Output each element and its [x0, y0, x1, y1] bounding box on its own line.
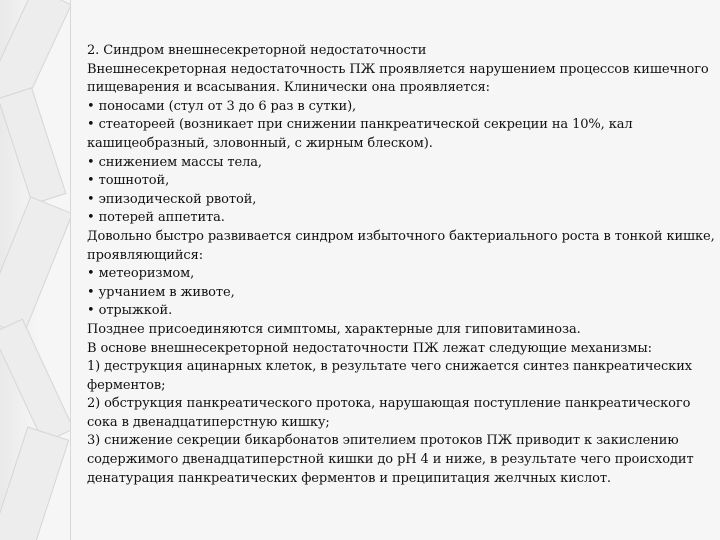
bullet-line: • потерей аппетита. — [87, 210, 225, 226]
decorative-border — [0, 0, 70, 540]
numbered-line: 1) деструкция ацинарных клеток, в результате чего снижается синтез панкреатических — [87, 359, 692, 375]
text-line: проявляющийся: — [87, 247, 203, 263]
bullet-line: • стеатореей (возникает при снижении панкреатической секреции на 10%, кал — [87, 117, 633, 133]
text-line: 2. Синдром внешнесекреторной недостаточности — [87, 43, 427, 58]
text-line: Довольно быстро развивается синдром избыточного бактериального роста в тонкой кишке, — [87, 228, 715, 244]
bullet-line: • метеоризмом, — [87, 266, 195, 282]
text-line: содержимого двенадцатиперстной кишки до pH 4 и ниже, в результате чего происходит — [87, 452, 694, 468]
numbered-line: 2) обструкция панкреатического протока, нарушающая поступление панкреатического — [87, 396, 691, 412]
text-line: В основе внешнесекреторной недостаточности ПЖ лежат следующие механизмы: — [87, 340, 652, 356]
bullet-line: • поносами (стул от 3 до 6 раз в сутки), — [87, 98, 357, 114]
text-line: кашицеобразный, зловонный, с жирным блеском). — [87, 135, 433, 151]
bullet-line: • урчанием в животе, — [87, 284, 235, 300]
text-line: пищеварения и всасывания. Клинически она проявляется: — [87, 80, 490, 96]
bullet-line: • эпизодической рвотой, — [87, 191, 257, 207]
slide-text-block — [87, 42, 717, 488]
numbered-line: 3) снижение секреции бикарбонатов эпителием протоков ПЖ приводит к закислению — [87, 433, 679, 449]
text-line: ферментов; — [87, 377, 166, 393]
text-line: денатурация панкреатических ферментов и преципитация желчных кислот. — [87, 470, 611, 486]
text-line: сока в двенадцатиперстную кишку; — [87, 414, 330, 430]
bullet-line: • тошнотой, — [87, 173, 170, 189]
text-line: Позднее присоединяются симптомы, характерные для гиповитаминоза. — [87, 321, 581, 337]
text-line: Внешнесекреторная недостаточность ПЖ проявляется нарушением процессов кишечного — [87, 61, 709, 77]
bullet-line: • снижением массы тела, — [87, 154, 262, 170]
bullet-line: • отрыжкой. — [87, 303, 173, 319]
